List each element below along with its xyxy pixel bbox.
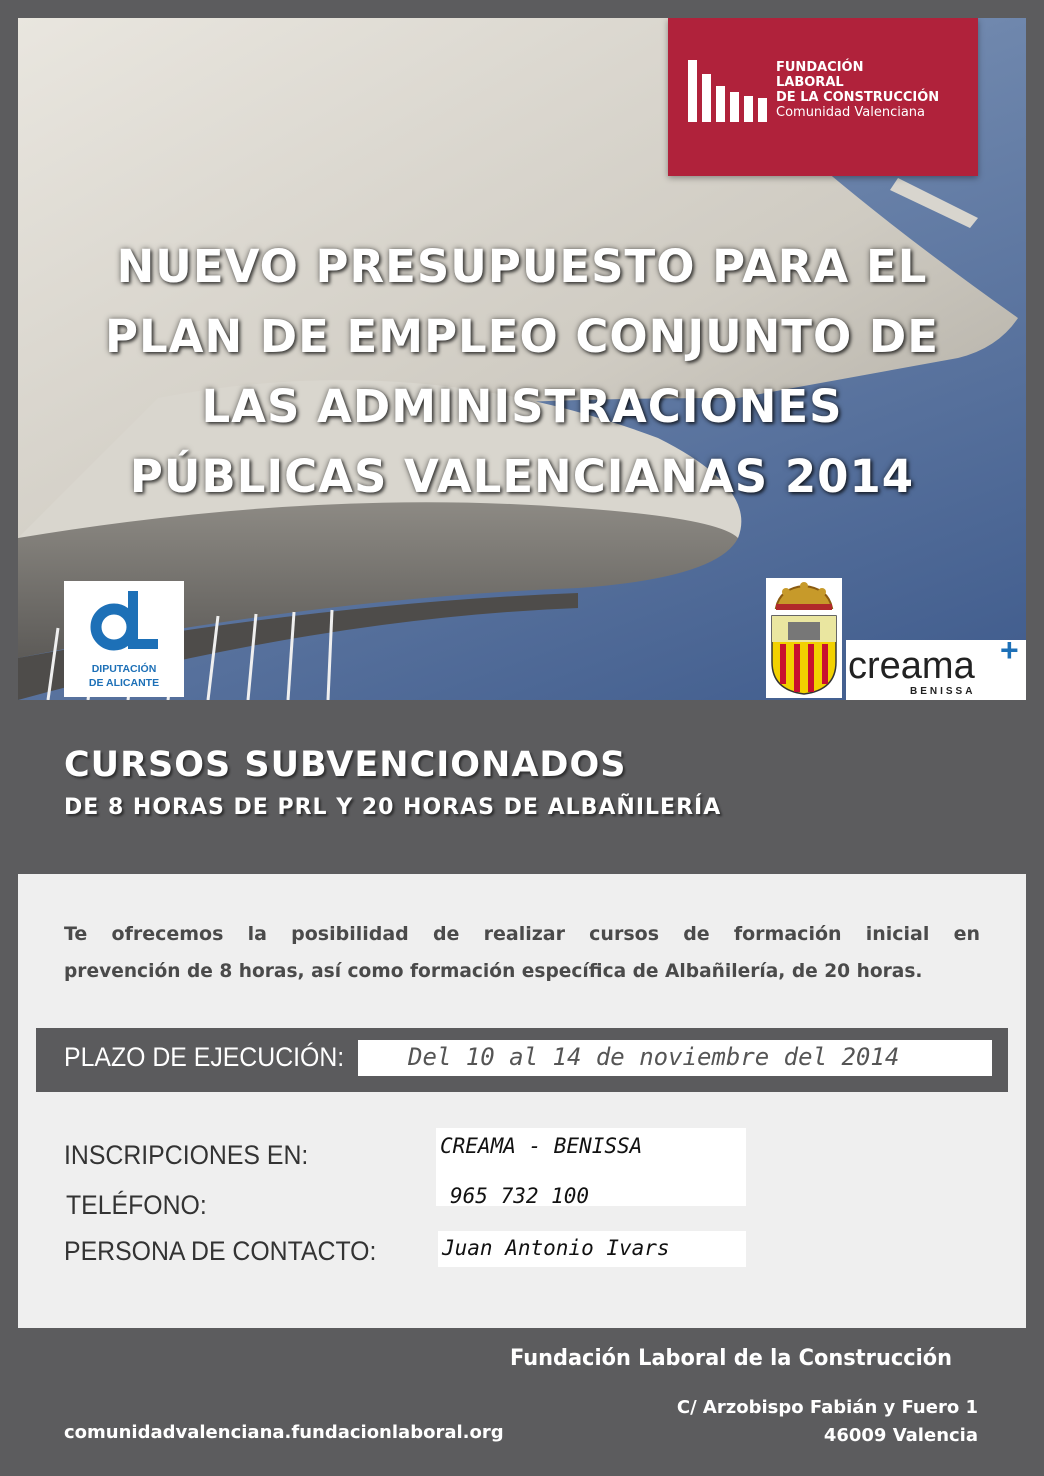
brand-line-4: Comunidad Valenciana	[776, 105, 926, 120]
headline-line-1: NUEVO PRESUPUESTO PARA EL	[116, 240, 928, 293]
creama-plus-icon: +	[1000, 632, 1019, 668]
creama-benissa-logo	[846, 632, 1026, 700]
fundacion-laboral-logo	[668, 18, 978, 176]
coat-of-arms-icon	[766, 578, 842, 698]
intro-line-2: prevención de 8 horas, así como formación específica de Albañilería, de 20 horas.	[64, 961, 923, 982]
benissa-coat-of-arms	[766, 578, 842, 698]
footer-address-line-1: C/ Arzobispo Fabián y Fuero 1	[676, 1397, 978, 1418]
plazo-value: Del 10 al 14 de noviembre del 2014	[408, 1043, 900, 1071]
footer-address	[677, 1394, 978, 1450]
footer-organization: Fundación Laboral de la Construcción	[510, 1346, 953, 1371]
plazo-bar	[36, 1028, 1008, 1092]
headline-line-3: LAS ADMINISTRACIONES	[201, 380, 843, 433]
headline	[18, 232, 1026, 512]
contacto-value: Juan Antonio Ivars	[442, 1236, 670, 1260]
courses-subtitle: DE 8 HORAS DE PRL Y 20 HORAS DE ALBAÑILERÍA	[64, 795, 722, 820]
alicante-line-1: DIPUTACIÓN	[91, 663, 157, 675]
headline-line-2: PLAN DE EMPLEO CONJUNTO DE	[104, 310, 939, 363]
alicante-line-2: DE ALICANTE	[88, 677, 160, 689]
inscripciones-value: CREAMA - BENISSA	[440, 1134, 643, 1158]
plazo-value-box	[358, 1040, 992, 1076]
creama-town: BENISSA	[910, 686, 976, 697]
footer-address-line-2: 46009 Valencia	[823, 1425, 978, 1446]
brand-line-2: LABORAL	[776, 75, 844, 90]
alicante-a-icon	[64, 581, 184, 661]
intro-text	[64, 916, 980, 990]
inscripciones-label: INSCRIPCIONES EN:	[64, 1140, 309, 1170]
creama-name: creama	[848, 645, 975, 687]
brand-name	[776, 60, 939, 120]
info-panel	[18, 874, 1026, 1328]
contacto-label: PERSONA DE CONTACTO:	[64, 1236, 377, 1266]
plazo-label: PLAZO DE EJECUCIÓN:	[64, 1042, 345, 1072]
intro-line-1: Te ofrecemos la posibilidad de realizar cursos de formación inicial en	[64, 923, 980, 945]
headline-line-4: PÚBLICAS VALENCIANAS 2014	[129, 450, 915, 503]
telefono-label: TELÉFONO:	[66, 1190, 207, 1220]
footer-website-link[interactable]: comunidadvalenciana.fundacionlaboral.org	[64, 1422, 504, 1443]
diputacion-alicante-logo	[64, 581, 184, 697]
telefono-value: 965 732 100	[450, 1184, 590, 1208]
hero-banner	[18, 18, 1026, 700]
brand-line-3: DE LA CONSTRUCCIÓN	[776, 90, 940, 105]
brand-line-1: FUNDACIÓN	[776, 60, 864, 75]
courses-title: CURSOS SUBVENCIONADOS	[64, 745, 627, 785]
